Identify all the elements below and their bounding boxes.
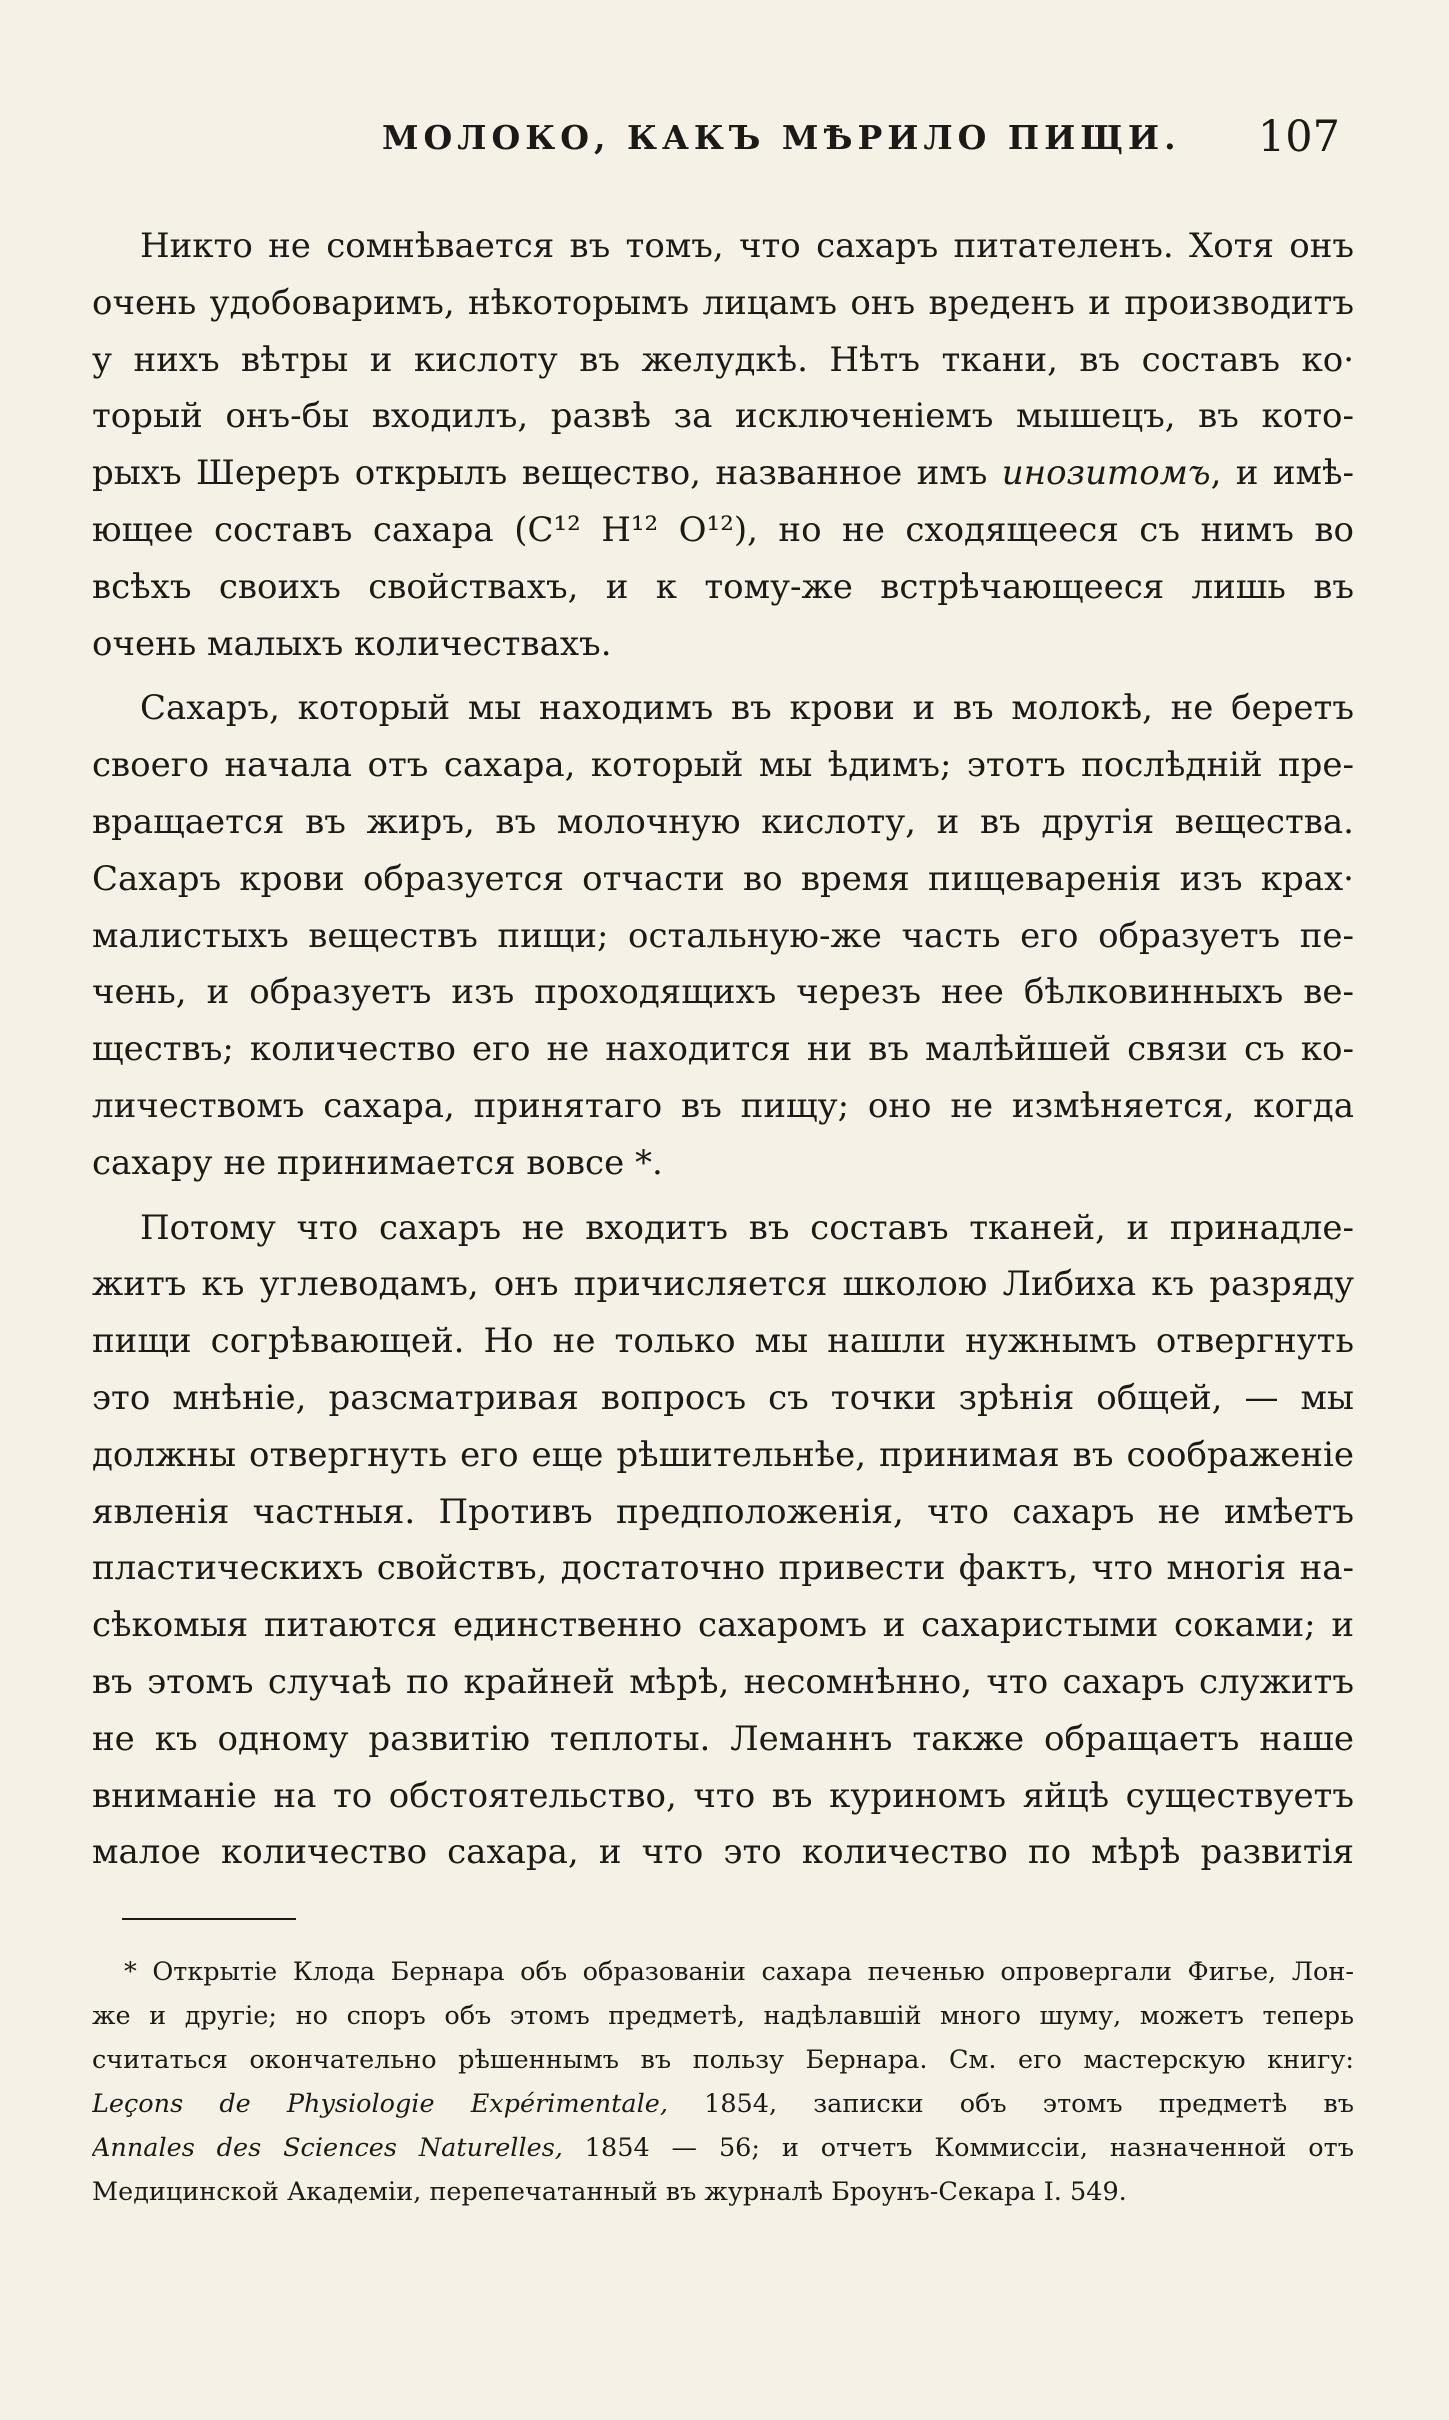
- text-line: чень, и образуетъ изъ проходящихъ черезъ нее бѣлковинныхъ ве-: [92, 972, 1354, 1013]
- text-line: [92, 445, 1354, 502]
- paragraph-3: [92, 1200, 1354, 1882]
- text-line: ществъ; количество его не находится ни въ малѣйшей связи съ ко-: [92, 1029, 1354, 1070]
- text-segment: рыхъ Шереръ открылъ вещество, названное имъ: [92, 453, 1002, 494]
- text-line: сѣкомыя питаются единственно сахаромъ и сахаристыми соками; и: [92, 1605, 1354, 1646]
- footnote-line: [92, 2126, 1354, 2170]
- footnote: [92, 1950, 1354, 2214]
- text-segment: 1854 — 56; и отчетъ Коммиссіи, назначенной отъ: [562, 2133, 1354, 2163]
- page-header: [92, 112, 1340, 172]
- text-line: вниманіе на то обстоятельство, что въ куриномъ яйцѣ существуетъ: [92, 1775, 1354, 1816]
- text-line: Никто не сомнѣвается въ томъ, что сахаръ питателенъ. Хотя онъ: [140, 226, 1354, 266]
- text-line: въ этомъ случаѣ по крайней мѣрѣ, несомнѣнно, что сахаръ служитъ: [92, 1661, 1354, 1702]
- text-line: очень малыхъ количествахъ.: [92, 623, 612, 664]
- text-line: всѣхъ своихъ свойствахъ, и к тому-же встрѣчающееся лишь въ: [92, 566, 1354, 607]
- text-line: малистыхъ веществъ пищи; остальную-же часть его образуетъ пе-: [92, 915, 1354, 956]
- footnote-line: же и другіе; но споръ объ этомъ предметѣ, надѣлавшій много шуму, можетъ теперь: [92, 2001, 1354, 2031]
- text-line: очень удобоваримъ, нѣкоторымъ лицамъ онъ вреденъ и производитъ: [92, 282, 1354, 323]
- text-segment: 1854, записки объ этомъ предметѣ въ: [667, 2089, 1354, 2119]
- text-line: пластическихъ свойствъ, достаточно привести фактъ, что многія на-: [92, 1548, 1354, 1589]
- italic-book-title: Leçons de Physiologie Expérimentale,: [92, 2089, 668, 2119]
- italic-journal-title: Annales des Sciences Naturelles,: [92, 2133, 563, 2163]
- text-line: своего начала отъ сахара, который мы ѣдимъ; этотъ послѣдній пре-: [92, 745, 1354, 786]
- text-line: должны отвергнуть его еще рѣшительнѣе, принимая въ соображеніе: [92, 1434, 1354, 1475]
- text-line: Сахаръ крови образуется отчасти во время пищеваренія изъ крах·: [92, 858, 1354, 899]
- paragraph-1: [92, 218, 1354, 672]
- footnote-line: * Открытіе Клода Бернара объ образованіи сахара печенью опровергали Фигье, Лон-: [124, 1957, 1354, 1987]
- footnote-line: Медицинской Академіи, перепечатанный въ журналѣ Броунъ-Секара I. 549.: [92, 2177, 1127, 2207]
- running-title: МОЛОКО, КАКЪ МѢРИЛО ПИЩИ.: [382, 118, 1181, 157]
- text-line: торый онъ-бы входилъ, развѣ за исключеніемъ мышецъ, въ кото-: [92, 396, 1354, 437]
- text-line: это мнѣніе, разсматривая вопросъ съ точки зрѣнія общей, — мы: [92, 1377, 1354, 1418]
- text-line: сахару не принимается вовсе *.: [92, 1142, 663, 1183]
- footnote-divider: [122, 1918, 296, 1920]
- text-line: у нихъ вѣтры и кислоту въ желудкѣ. Нѣтъ ткани, въ составъ ко·: [92, 339, 1354, 380]
- text-line: Потому что сахаръ не входитъ въ составъ тканей, и принадле-: [140, 1207, 1354, 1248]
- text-line: пищи согрѣвающей. Но не только мы нашли нужнымъ отвергнуть: [92, 1321, 1354, 1362]
- text-line: Сахаръ, который мы находимъ въ крови и въ молокѣ, не беретъ: [140, 688, 1354, 729]
- main-text: [92, 218, 1354, 1881]
- text-line: ющее составъ сахара (C¹² H¹² O¹²), но не сходящееся съ нимъ во: [92, 509, 1354, 550]
- text-line: житъ къ углеводамъ, онъ причисляется школою Либиха къ разряду: [92, 1264, 1354, 1305]
- text-line: личествомъ сахара, принятаго въ пищу; оно не измѣняется, когда: [92, 1085, 1354, 1126]
- italic-term: инозитомъ: [1001, 453, 1211, 494]
- text-line: малое количество сахара, и что это количество по мѣрѣ развитія: [92, 1832, 1354, 1873]
- text-line: не къ одному развитію теплоты. Леманнъ также обращаетъ наше: [92, 1718, 1354, 1759]
- page-number: 107: [1257, 112, 1340, 162]
- paragraph-2: [92, 680, 1354, 1191]
- footnote-line: [92, 2082, 1354, 2126]
- text-line: вращается въ жиръ, въ молочную кислоту, и въ другія вещества.: [92, 801, 1354, 842]
- footnote-line: считаться окончательно рѣшеннымъ въ пользу Бернара. См. его мастерскую книгу:: [92, 2045, 1354, 2075]
- text-segment: , и имѣ-: [1210, 453, 1354, 494]
- text-line: явленія частныя. Противъ предположенія, что сахаръ не имѣетъ: [92, 1491, 1354, 1532]
